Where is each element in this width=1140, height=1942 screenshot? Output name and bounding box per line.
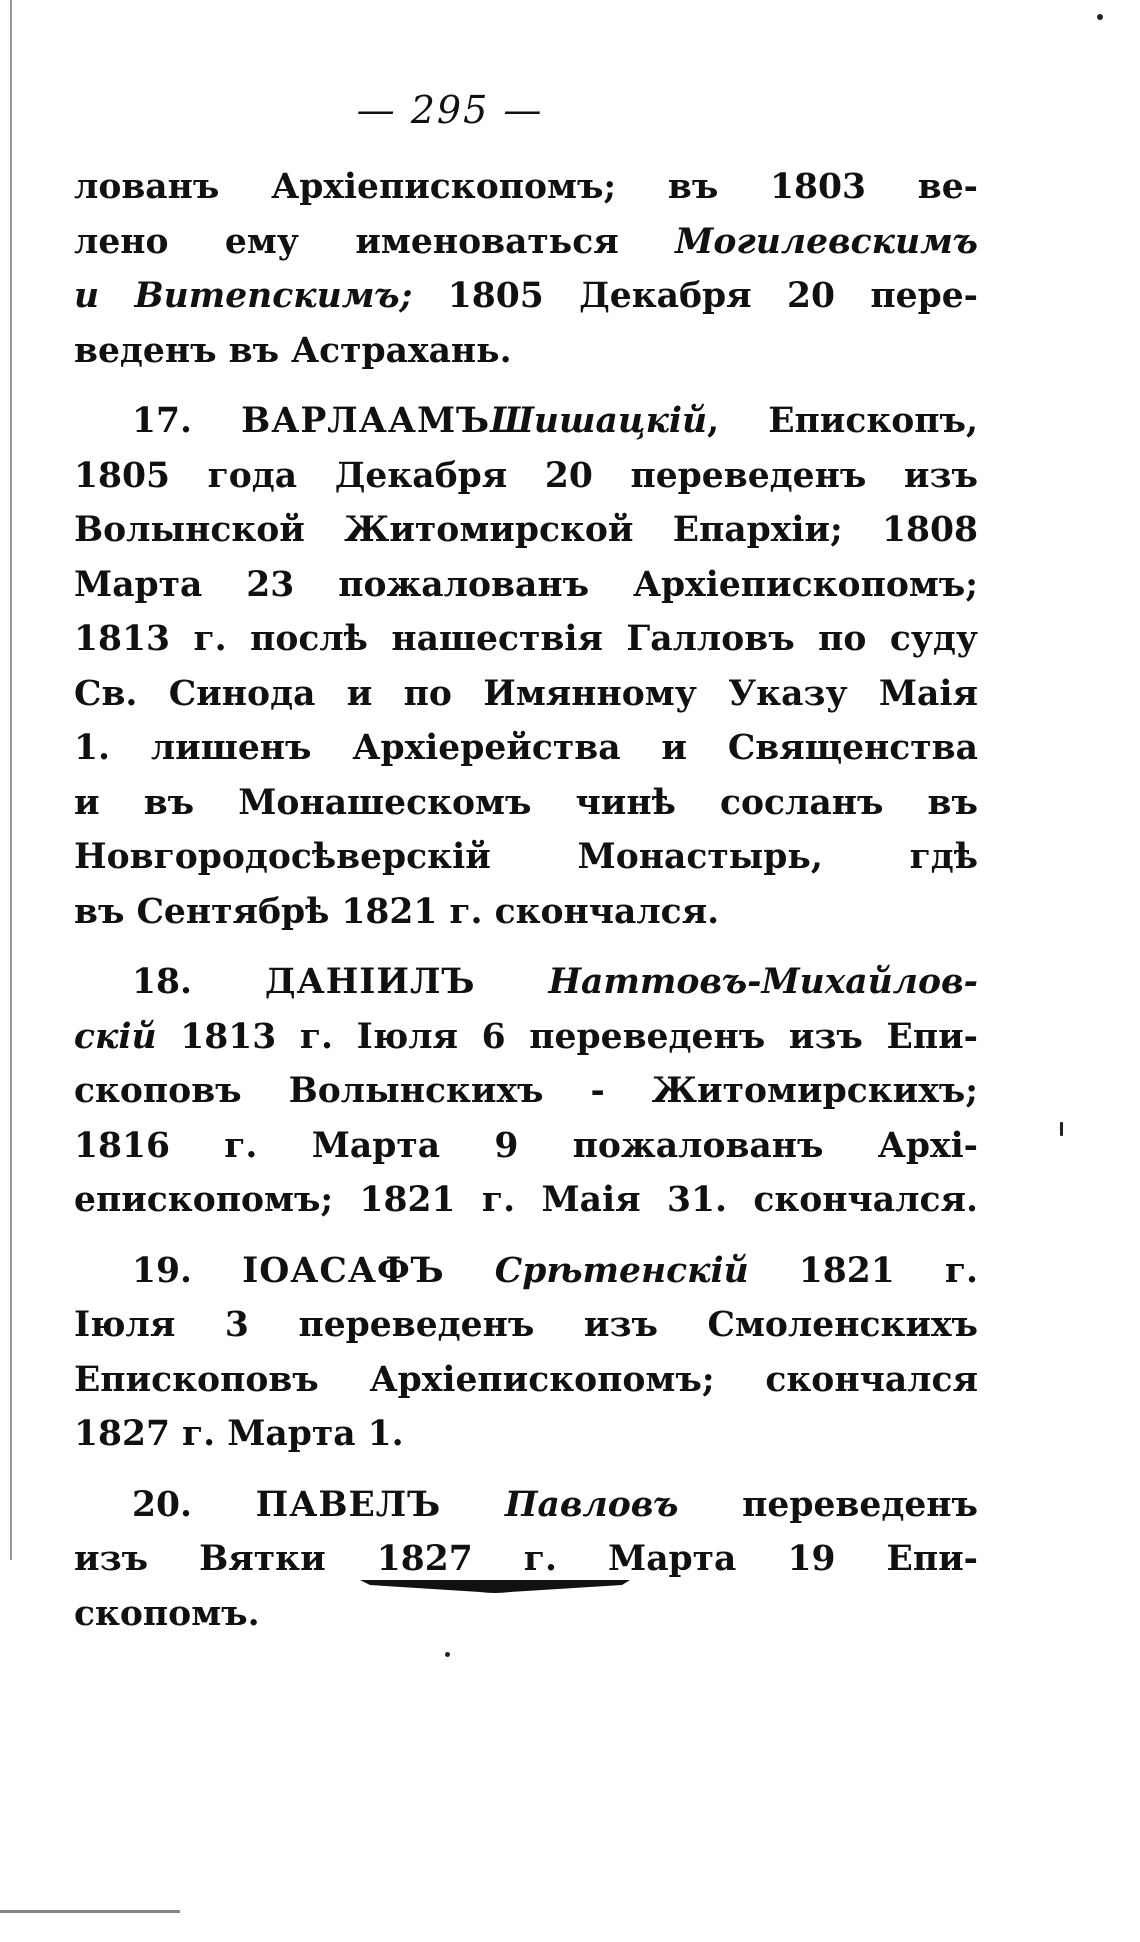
entry-20 xyxy=(74,1478,978,1642)
entry-number: 17. xyxy=(132,401,193,441)
entry-name: ІОАСАФЪ xyxy=(242,1250,445,1291)
entry-surname-cont: скій xyxy=(74,1016,157,1057)
text-line: Св. Синода и по Имянному Указу Маія xyxy=(74,673,978,714)
entry-number: 19. xyxy=(132,1250,193,1291)
text-line: 1827 г. Марта 1. xyxy=(74,1414,404,1454)
text-line: Новгородосѣверскій Монастырь, гдѣ xyxy=(74,837,978,877)
entry-number: 18. xyxy=(132,962,193,1002)
text-line: скопомъ. xyxy=(74,1593,260,1634)
text-line xyxy=(74,215,978,270)
paragraph-continuation xyxy=(74,160,978,378)
entry-surname: Павловъ xyxy=(504,1484,679,1525)
text-line: Епископовъ Архіепископомъ; скончался xyxy=(74,1359,978,1400)
text-line: Волынской Житомирской Епархіи; 1808 xyxy=(74,510,978,550)
entry-surname: Шишацкій xyxy=(490,401,708,441)
tailpiece-ornament xyxy=(360,1576,630,1596)
text-line: 1805 года Декабря 20 переведенъ изъ xyxy=(74,455,978,496)
entry-heading-line xyxy=(74,394,978,449)
italic-name: Могилевскимъ xyxy=(675,221,978,262)
page-number: — 295 — xyxy=(356,88,544,132)
text-fragment: 1821 г. xyxy=(748,1250,978,1291)
text-line: 1. лишенъ Архіерейства и Священства xyxy=(74,728,978,768)
text-line: въ Сентябрѣ 1821 г. скончался. xyxy=(74,891,720,932)
text-line: и въ Монашескомъ чинѣ сосланъ въ xyxy=(74,782,978,823)
text-line: лованъ Архіепископомъ; въ 1803 ве- xyxy=(74,167,978,207)
entry-18 xyxy=(74,955,978,1228)
text-line: 1816 г. Марта 9 пожалованъ Архі- xyxy=(74,1125,978,1166)
text-line: Іюля 3 переведенъ изъ Смоленскихъ xyxy=(74,1305,978,1345)
entry-17 xyxy=(74,394,978,939)
body-text xyxy=(74,160,978,1641)
entry-name: ВАРЛААМЪ xyxy=(241,401,491,441)
ink-speck xyxy=(1097,14,1103,20)
text-line: скоповъ Волынскихъ - Житомирскихъ; xyxy=(74,1071,978,1111)
footer-rule xyxy=(0,1910,180,1913)
entry-name: ДАНІИЛЪ xyxy=(264,962,476,1002)
text-fragment: , Епископъ, xyxy=(707,401,978,441)
text-line xyxy=(74,269,978,324)
text-line: 1813 г. послѣ нашествія Галловъ по суду xyxy=(74,619,978,659)
entry-heading-line xyxy=(74,1478,978,1533)
entry-19 xyxy=(74,1244,978,1462)
text-fragment: 1805 Декабря 20 пере- xyxy=(412,276,978,316)
text-line: изъ Вятки 1827 г. Марта 19 Епи- xyxy=(74,1539,978,1579)
text-line: Марта 23 пожалованъ Архіепископомъ; xyxy=(74,564,978,605)
page-edge-line xyxy=(10,0,12,1560)
italic-name: и Витепскимъ; xyxy=(74,276,413,316)
text-line: веденъ въ Астрахань. xyxy=(74,330,512,371)
text-fragment: 1813 г. Іюля 6 переведенъ изъ Епи- xyxy=(156,1016,978,1057)
entry-name: ПАВЕЛЪ xyxy=(255,1484,442,1525)
text-line: епископомъ; 1821 г. Маія 31. скончался. xyxy=(74,1180,978,1220)
ink-speck xyxy=(445,1652,450,1657)
text-fragment: лено ему именоваться xyxy=(74,221,676,262)
ink-speck xyxy=(1060,1122,1063,1136)
entry-surname: Срѣтенскій xyxy=(494,1250,749,1291)
entry-heading-line xyxy=(74,1244,978,1299)
text-fragment: переведенъ xyxy=(678,1484,978,1525)
entry-surname: Наттовъ-Михайлов- xyxy=(548,962,978,1002)
entry-number: 20. xyxy=(132,1484,193,1525)
entry-heading-line xyxy=(74,955,978,1010)
text-line xyxy=(74,1010,978,1065)
